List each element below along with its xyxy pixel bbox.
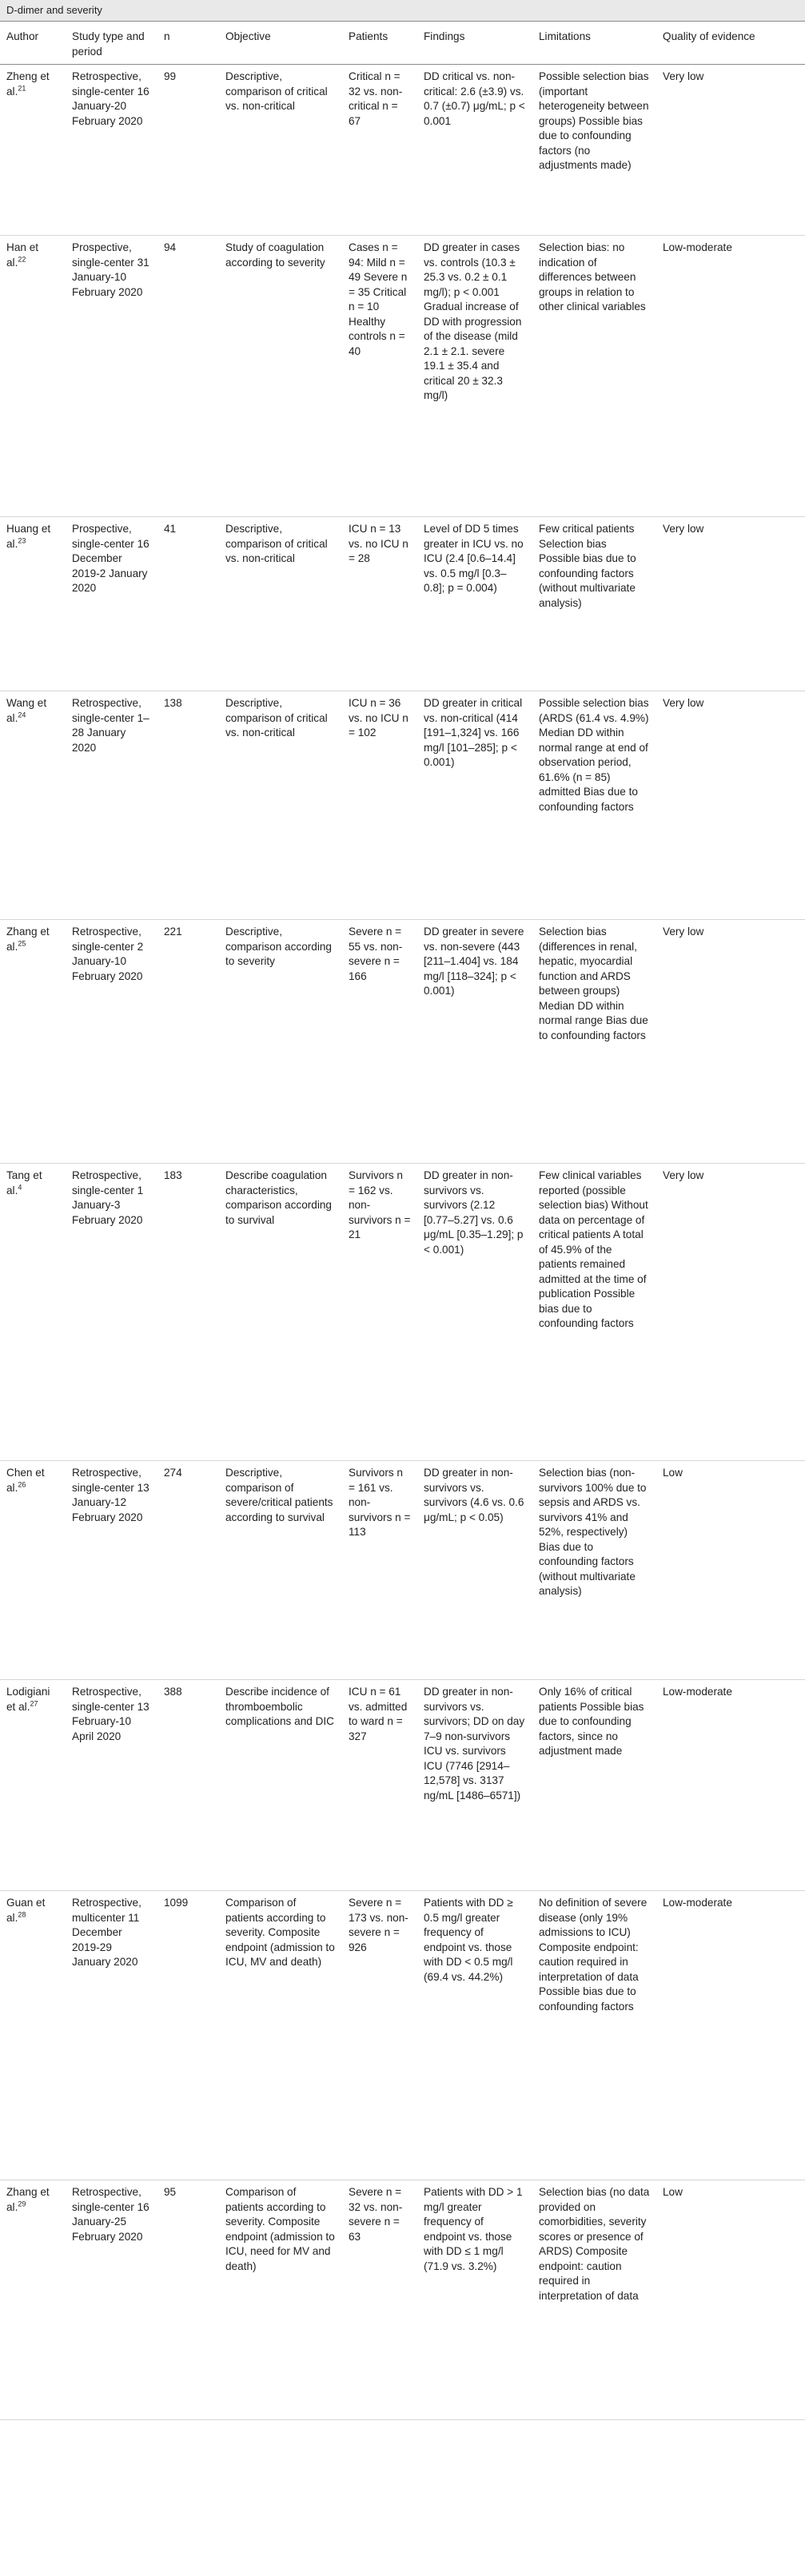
limitations-cell: Only 16% of critical patients Possible bias due to confounding factors, since no adjustment made	[532, 1680, 656, 1891]
author-name: Huang et al.	[6, 523, 51, 550]
findings-cell: DD greater in non-survivors vs. survivors (2.12 [0.77–5.27] vs. 0.6 μg/mL [0.35–1.29]; p < 0.001)	[417, 1164, 532, 1461]
reference-number: 22	[18, 254, 26, 263]
objective-cell: Describe incidence of thromboembolic complications and DIC	[219, 1680, 342, 1891]
header-row	[0, 22, 805, 65]
objective-cell: Comparison of patients according to severity. Composite endpoint (admission to ICU, MV and death)	[219, 1891, 342, 2180]
objective-cell: Study of coagulation according to severity	[219, 236, 342, 517]
author-cell	[0, 1164, 66, 1461]
limitations-cell: Selection bias (no data provided on comorbidities, severity scores or presence of ARDS) Composite endpoint: caution required in interpretation of data	[532, 2180, 656, 2420]
col-header-limitations: Limitations	[532, 22, 656, 65]
author-cell	[0, 1461, 66, 1680]
col-header-patients: Patients	[342, 22, 417, 65]
study-cell: Prospective, single-center 16 December 2019-2 January 2020	[66, 517, 157, 691]
findings-cell: Patients with DD ≥ 0.5 mg/l greater frequency of endpoint vs. those with DD < 0.5 mg/l (69.4 vs. 44.2%)	[417, 1891, 532, 2180]
study-cell: Retrospective, single-center 1–28 January 2020	[66, 691, 157, 920]
study-cell: Retrospective, single-center 16 January-20 February 2020	[66, 65, 157, 236]
n-cell: 41	[157, 517, 219, 691]
col-header-author: Author	[0, 22, 66, 65]
reference-number: 27	[30, 1698, 38, 1707]
patients-cell: ICU n = 13 vs. no ICU n = 28	[342, 517, 417, 691]
objective-cell: Describe coagulation characteristics, comparison according to survival	[219, 1164, 342, 1461]
author-name: Wang et al.	[6, 697, 47, 724]
col-header-findings: Findings	[417, 22, 532, 65]
objective-cell: Descriptive, comparison of critical vs. non-critical	[219, 691, 342, 920]
study-cell: Retrospective, single-center 13 January-12 February 2020	[66, 1461, 157, 1680]
n-cell: 274	[157, 1461, 219, 1680]
findings-cell: DD critical vs. non-critical: 2.6 (±3.9) vs. 0.7 (±0.7) μg/mL; p < 0.001	[417, 65, 532, 236]
table-row	[0, 1680, 805, 1891]
objective-cell: Descriptive, comparison according to severity	[219, 920, 342, 1164]
findings-cell: DD greater in cases vs. controls (10.3 ± 25.3 vs. 0.2 ± 0.1 mg/l); p < 0.001 Gradual increase of DD with progression of the disease (mild 2.1 ± 2.1. severe 19.1 ± 35.4 and critical 20 ± 32.3 mg/l)	[417, 236, 532, 517]
findings-cell: DD greater in critical vs. non-critical (414 [191–1,324] vs. 166 mg/l [101–285]; p < 0.001)	[417, 691, 532, 920]
study-cell: Retrospective, single-center 2 January-10 February 2020	[66, 920, 157, 1164]
table-row	[0, 236, 805, 517]
quality-cell: Very low	[656, 517, 805, 691]
author-name: Chen et al.	[6, 1467, 45, 1494]
limitations-cell: Few critical patients Selection bias Possible bias due to confounding factors (without multivariate analysis)	[532, 517, 656, 691]
patients-cell: Severe n = 55 vs. non-severe n = 166	[342, 920, 417, 1164]
table-row	[0, 1164, 805, 1461]
n-cell: 388	[157, 1680, 219, 1891]
author-name: Zhang et al.	[6, 926, 50, 953]
reference-number: 29	[18, 2199, 26, 2208]
reference-number: 21	[18, 83, 26, 92]
table-row	[0, 920, 805, 1164]
author-name: Lodigiani et al.	[6, 1686, 50, 1713]
quality-cell: Low-moderate	[656, 1891, 805, 2180]
n-cell: 183	[157, 1164, 219, 1461]
limitations-cell: Possible selection bias (important heterogeneity between groups) Possible bias due to confounding factors (no adjustments made)	[532, 65, 656, 236]
patients-cell: Critical n = 32 vs. non-critical n = 67	[342, 65, 417, 236]
findings-cell: DD greater in severe vs. non-severe (443 [211–1.404] vs. 184 mg/l [118–324]; p < 0.001)	[417, 920, 532, 1164]
author-name: Guan et al.	[6, 1897, 46, 1924]
quality-cell: Very low	[656, 1164, 805, 1461]
n-cell: 1099	[157, 1891, 219, 2180]
author-cell	[0, 2180, 66, 2420]
limitations-cell: Selection bias (differences in renal, hepatic, myocardial function and ARDS between groups) Median DD within normal range Bias due to confounding factors	[532, 920, 656, 1164]
findings-cell: Level of DD 5 times greater in ICU vs. no ICU (2.4 [0.6–14.4] vs. 0.5 mg/l [0.3–0.8]; p = 0.004)	[417, 517, 532, 691]
objective-cell: Descriptive, comparison of critical vs. non-critical	[219, 517, 342, 691]
patients-cell: Survivors n = 162 vs. non-survivors n = 21	[342, 1164, 417, 1461]
study-cell: Retrospective, single-center 1 January-3 February 2020	[66, 1164, 157, 1461]
author-name: Zheng et al.	[6, 70, 50, 98]
objective-cell: Descriptive, comparison of critical vs. non-critical	[219, 65, 342, 236]
author-cell	[0, 517, 66, 691]
author-cell	[0, 920, 66, 1164]
author-name: Tang et al.	[6, 1169, 42, 1196]
reference-number: 4	[18, 1182, 22, 1191]
table-row	[0, 2180, 805, 2420]
table-row	[0, 1461, 805, 1680]
patients-cell: Survivors n = 161 vs. non-survivors n = 113	[342, 1461, 417, 1680]
findings-cell: DD greater in non-survivors vs. survivors; DD on day 7–9 non-survivors ICU vs. survivors ICU (7746 [2914–12,578] vs. 3137 ng/mL [1486–6571])	[417, 1680, 532, 1891]
patients-cell: ICU n = 61 vs. admitted to ward n = 327	[342, 1680, 417, 1891]
evidence-table	[0, 21, 805, 2420]
study-cell: Retrospective, multicenter 11 December 2019-29 January 2020	[66, 1891, 157, 2180]
col-header-quality: Quality of evidence	[656, 22, 805, 65]
author-cell	[0, 236, 66, 517]
limitations-cell: No definition of severe disease (only 19% admissions to ICU) Composite endpoint: caution required in interpretation of data Possible bias due to confounding factors	[532, 1891, 656, 2180]
n-cell: 138	[157, 691, 219, 920]
table-row	[0, 691, 805, 920]
reference-number: 23	[18, 536, 26, 544]
reference-number: 26	[18, 1479, 26, 1488]
objective-cell: Descriptive, comparison of severe/critical patients according to survival	[219, 1461, 342, 1680]
n-cell: 95	[157, 2180, 219, 2420]
quality-cell: Low	[656, 2180, 805, 2420]
col-header-study: Study type and period	[66, 22, 157, 65]
author-cell	[0, 1680, 66, 1891]
table-row	[0, 517, 805, 691]
author-name: Han et al.	[6, 241, 39, 269]
findings-cell: DD greater in non-survivors vs. survivors (4.6 vs. 0.6 μg/mL; p < 0.05)	[417, 1461, 532, 1680]
patients-cell: Severe n = 32 vs. non-severe n = 63	[342, 2180, 417, 2420]
quality-cell: Low-moderate	[656, 1680, 805, 1891]
table-row	[0, 65, 805, 236]
quality-cell: Very low	[656, 691, 805, 920]
author-name: Zhang et al.	[6, 2186, 50, 2213]
patients-cell: Cases n = 94: Mild n = 49 Severe n = 35 Critical n = 10 Healthy controls n = 40	[342, 236, 417, 517]
limitations-cell: Possible selection bias (ARDS (61.4 vs. 4.9%) Median DD within normal range at end of observation period, 61.6% (n = 85) admitted Bias due to confounding factors	[532, 691, 656, 920]
reference-number: 28	[18, 1909, 26, 1918]
findings-cell: Patients with DD > 1 mg/l greater frequency of endpoint vs. those with DD ≤ 1 mg/l (71.9 vs. 3.2%)	[417, 2180, 532, 2420]
col-header-objective: Objective	[219, 22, 342, 65]
limitations-cell: Selection bias: no indication of differences between groups in relation to other clinical variables	[532, 236, 656, 517]
n-cell: 94	[157, 236, 219, 517]
quality-cell: Low-moderate	[656, 236, 805, 517]
study-cell: Retrospective, single-center 16 January-25 February 2020	[66, 2180, 157, 2420]
objective-cell: Comparison of patients according to severity. Composite endpoint (admission to ICU, need for MV and death)	[219, 2180, 342, 2420]
quality-cell: Low	[656, 1461, 805, 1680]
limitations-cell: Few clinical variables reported (possible selection bias) Without data on percentage of critical patients A total of 45.9% of the patients remained admitted at the time of publication Possible bias due to confounding factors	[532, 1164, 656, 1461]
reference-number: 24	[18, 710, 26, 719]
quality-cell: Very low	[656, 920, 805, 1164]
table-caption: D-dimer and severity	[0, 0, 805, 21]
author-cell	[0, 1891, 66, 2180]
author-cell	[0, 65, 66, 236]
reference-number: 25	[18, 938, 26, 947]
n-cell: 221	[157, 920, 219, 1164]
limitations-cell: Selection bias (non-survivors 100% due to sepsis and ARDS vs. survivors 41% and 52%, respectively) Bias due to confounding factors (without multivariate analysis)	[532, 1461, 656, 1680]
n-cell: 99	[157, 65, 219, 236]
study-cell: Prospective, single-center 31 January-10 February 2020	[66, 236, 157, 517]
study-cell: Retrospective, single-center 13 February-10 April 2020	[66, 1680, 157, 1891]
patients-cell: ICU n = 36 vs. no ICU n = 102	[342, 691, 417, 920]
quality-cell: Very low	[656, 65, 805, 236]
author-cell	[0, 691, 66, 920]
patients-cell: Severe n = 173 vs. non-severe n = 926	[342, 1891, 417, 2180]
col-header-n: n	[157, 22, 219, 65]
table-row	[0, 1891, 805, 2180]
